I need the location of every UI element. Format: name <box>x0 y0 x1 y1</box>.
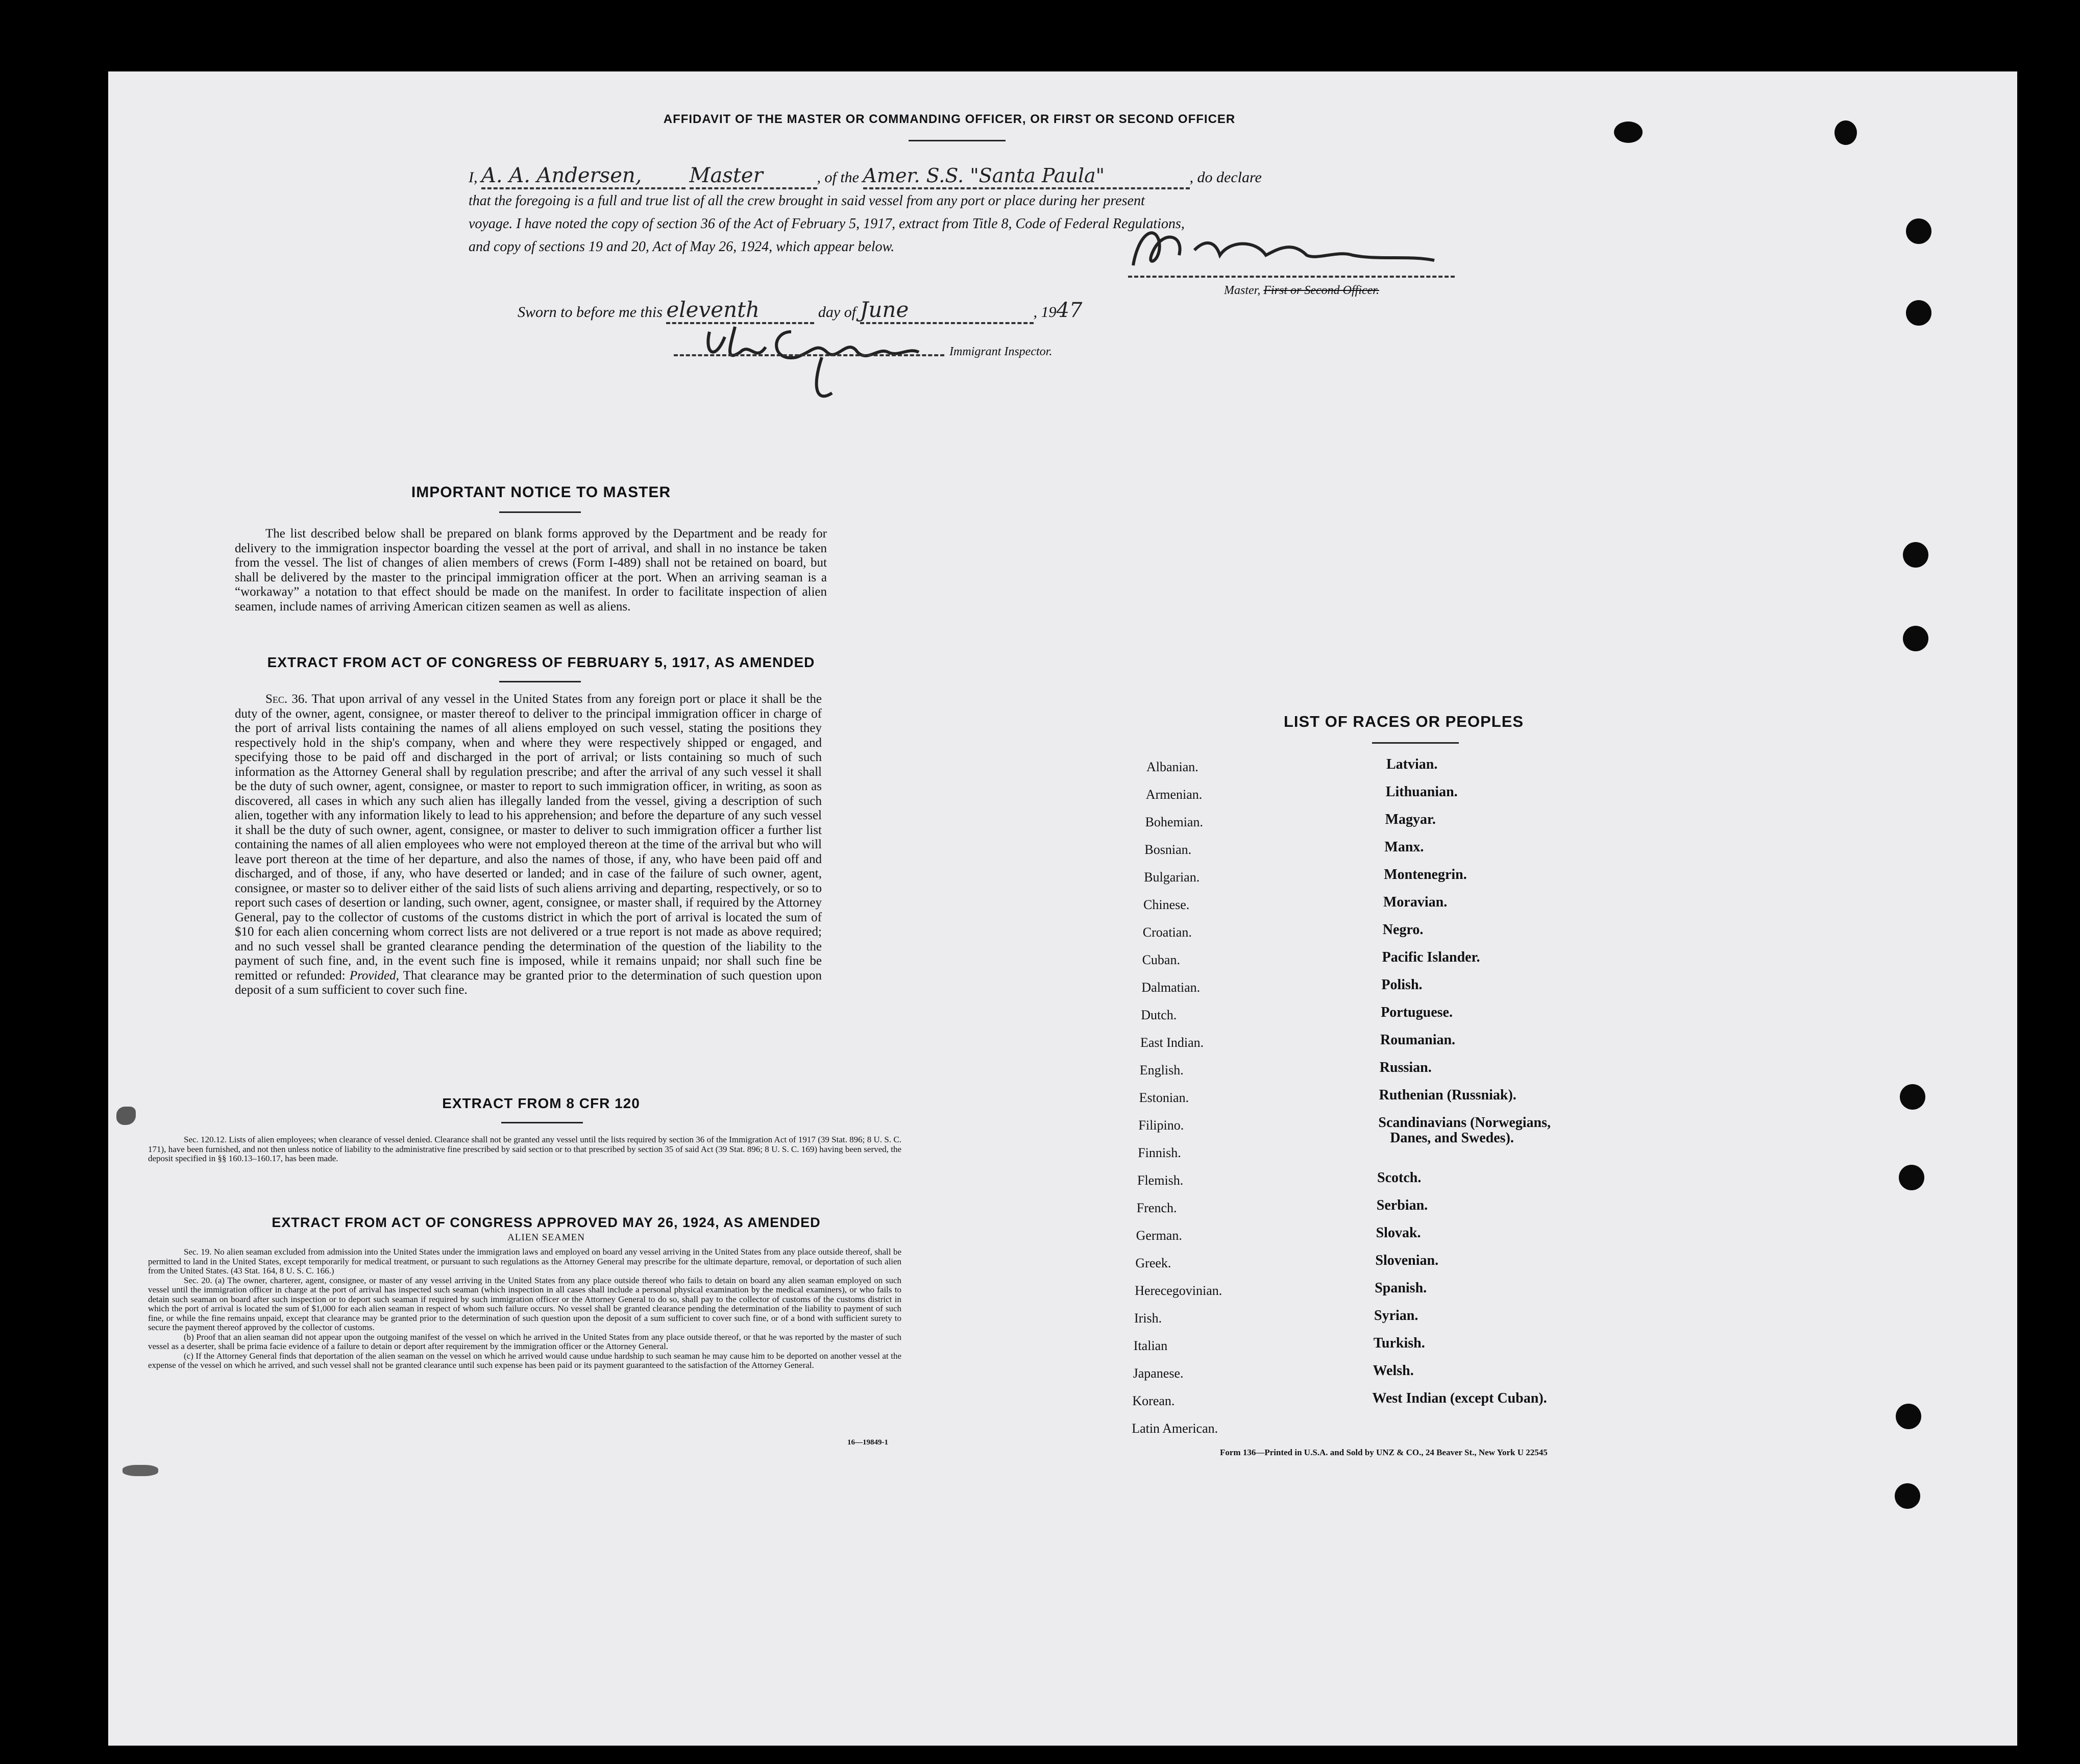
divider <box>1372 742 1459 744</box>
master-rank-field: Master <box>690 164 817 189</box>
divider <box>499 511 581 513</box>
cfr-section-120-12: Sec. 120.12. Lists of alien employees; when clearance of vessel denied. Clearance shall not be granted any vessel until the lists required by section 36 of the Immigration Act of 1917 (39 Stat. 896; 8 U. S. C. 171), have been furnished, and not then unless notice of liability to the administrative fine prescribed by said section or to that prescribed by section 35 of said Act (39 Stat. 896; 8 U. S. C. 169) having been served, the deposit specified in §§ 160.13–160.17, has been made. <box>148 1135 901 1163</box>
race-item: French. <box>1136 1200 1177 1215</box>
ink-speck <box>123 1465 158 1476</box>
sworn-month-field: June <box>860 297 1034 324</box>
race-item: Bohemian. <box>1145 815 1203 829</box>
race-item: Manx. <box>1384 839 1424 855</box>
race-item: Portuguese. <box>1381 1004 1453 1020</box>
master-signature <box>1123 219 1445 281</box>
race-item: Slovenian. <box>1375 1253 1439 1268</box>
punch-hole <box>1895 1483 1920 1509</box>
race-item: Pacific Islander. <box>1382 949 1480 965</box>
punch-hole <box>1896 1404 1921 1429</box>
punch-hole <box>1906 300 1931 326</box>
race-item: Russian. <box>1379 1060 1432 1075</box>
race-item: Scandinavians (Norwegians, <box>1378 1115 1551 1131</box>
divider <box>909 140 1006 141</box>
notice-title: IMPORTANT NOTICE TO MASTER <box>411 484 671 501</box>
race-item: Serbian. <box>1376 1197 1428 1213</box>
race-item: Danes, and Swedes). <box>1390 1130 1514 1146</box>
inspector-signature <box>694 316 980 408</box>
act-1924-title: EXTRACT FROM ACT OF CONGRESS APPROVED MAY 26, 1924, AS AMENDED <box>272 1215 821 1230</box>
sworn-day-field: eleventh <box>666 297 814 324</box>
race-item: Filipino. <box>1138 1118 1184 1133</box>
affidavit-line-4: and copy of sections 19 and 20, Act of May 26, 1924, which appear below. <box>469 239 895 255</box>
race-item: Turkish. <box>1373 1335 1425 1351</box>
race-item: Albanian. <box>1146 760 1198 774</box>
act-1924-sec-20c: (c) If the Attorney General finds that deportation of the alien seaman on the vessel on which he arrived would cause undue hardship to such seaman he may cause him to be deported on another vessel at the expense of the vessel on which he arrived, and such vessel shall not be granted clearance until such expense has been paid or its payment guaranteed to the satisfaction of the Attorney General. <box>148 1351 901 1370</box>
race-item: Latin American. <box>1132 1421 1218 1436</box>
sworn-year-field: 47 <box>1056 299 1083 322</box>
punch-hole <box>1899 1165 1924 1190</box>
act-1924-sec-20b: (b) Proof that an alien seaman did not appear upon the outgoing manifest of the vessel on which he arrived in the United States from any place outside thereof, or that he was reported by the master of such vessel as a deserter, shall be prima facie evidence of a failure to detain or deport after requirement by the immigration officer or the Attorney General. <box>148 1332 901 1351</box>
race-item: Japanese. <box>1133 1366 1184 1381</box>
race-item: Montenegrin. <box>1384 867 1467 883</box>
race-item: East Indian. <box>1140 1035 1204 1050</box>
race-item: Ruthenian (Russniak). <box>1379 1087 1516 1103</box>
master-signature-line <box>1128 276 1455 278</box>
race-item: Bosnian. <box>1144 842 1192 857</box>
punch-hole <box>1906 218 1931 244</box>
punch-hole <box>1903 626 1928 651</box>
race-item: Bulgarian. <box>1144 870 1200 885</box>
punch-hole <box>1903 542 1928 568</box>
act-1924-sec-19: Sec. 19. No alien seaman excluded from admission into the United States under the immigration laws and employed on board any vessel arriving in the United States from any place outside thereof, shall be permitted to land in the United States, except temporarily for medical treatment, or pursuant to such regulations as the Attorney General may prescribe for the ultimate departure, removal, or deportation of such alien from the United States. (43 Stat. 164, 8 U. S. C. 166.) <box>148 1247 901 1276</box>
race-item: Polish. <box>1381 977 1423 993</box>
race-item: Latvian. <box>1386 756 1438 772</box>
cfr-title: EXTRACT FROM 8 CFR 120 <box>442 1095 640 1111</box>
race-item: West Indian (except Cuban). <box>1372 1390 1547 1406</box>
race-item: Cuban. <box>1142 952 1180 967</box>
race-item: Herecegovinian. <box>1135 1283 1222 1298</box>
race-item: English. <box>1139 1063 1184 1077</box>
race-item: Flemish. <box>1137 1173 1184 1188</box>
ink-speck <box>116 1107 136 1125</box>
inspector-caption: Immigrant Inspector. <box>949 345 1053 358</box>
master-name-field: A. A. Andersen, <box>481 164 686 189</box>
act-1924-subtitle: ALIEN SEAMEN <box>507 1232 585 1243</box>
race-item: Croatian. <box>1142 925 1192 940</box>
race-item: Greek. <box>1135 1256 1171 1270</box>
race-item: Slovak. <box>1376 1225 1421 1241</box>
race-item: Italian <box>1133 1338 1168 1353</box>
sworn-line: Sworn to before me this eleventh day of June , 1947 <box>518 297 1082 324</box>
affidavit-line-1: I, A. A. Andersen, Master , of the Amer. S.S. "Santa Paula" , do declare <box>469 164 1495 189</box>
act-1924-sec-20a: Sec. 20. (a) The owner, charterer, agent, consignee, or master of any vessel arriving in the United States from any place outside thereof who fails to detain on board any alien seaman employed on such vessel until the immigration officer in charge at the port of arrival has inspected such seaman (which inspection in all cases shall include a personal physical examination by the medical examiners), or who fails to detain such seaman on board after such inspection or to deport such seaman if required by such immigration officer or the Attorney General to do so, shall pay to the collector of customs of the customs district in which the port of arrival is located the sum of $1,000 for each alien seaman in respect of whom such failure occurs. No vessel shall be granted clearance pending the determination of the liability to payment of such fine, or while the fine remains unpaid, except that clearance may be granted prior to the determination of such question upon the deposit of a sum sufficient to cover such fine, or of a bond with sufficient surety to secure the payment thereof approved by the collector of customs. <box>148 1275 901 1332</box>
race-item: Scotch. <box>1377 1170 1422 1186</box>
race-item: Magyar. <box>1385 812 1436 827</box>
act-1917-section-36: Sec. 36. That upon arrival of any vessel in the United States from any foreign port or place it shall be the duty of the owner, agent, consignee, or master thereof to deliver to the principal immigration officer in charge of the port of arrival lists containing the names of all aliens employed on such vessel, stating the positions they respectively hold in the ship's company, when and where they were respectively shipped or engaged, and specifying those to be paid off and discharged in the port of arrival; or lists containing so much of such information as the Attorney General shall by regulation prescribe; and after the arrival of any such vessel it shall be the duty of such owner, agent, consignee, or master to report to such immigration officer, in writing, as soon as discovered, all cases in which any such alien has illegally landed from the vessel, giving a description of such alien, together with any information likely to lead to his apprehension; and before the departure of any such vessel it shall be the duty of such owner, agent, consignee, or master to deliver to such immigration officer a further list containing the names of all alien employees who were not employed thereon at the time of the arrival but who will leave port thereon at the time of her departure, and also the names of those, if any, who have been paid off and discharged, and of those, if any, who have deserted or landed; and in case of the failure of such owner, agent, consignee, or master so to deliver either of the said lists of such aliens arriving and departing, respectively, or so to report such cases of desertion or landing, such owner, agent, consignee, or master shall, if required by the Attorney General, pay to the collector of customs of the customs district in which the port of arrival is located the sum of $10 for each alien concerning whom correct lists are not delivered or a true report is not made as above required; and no such vessel shall be granted clearance pending the determination of the question of the liability to the payment of such fine, and, in the event such fine is imposed, while it remains unpaid; nor shall such fine be remitted or refunded: Provided, That clearance may be granted prior to the determination of such question upon deposit of a sum sufficient to cover such fine. <box>235 692 822 997</box>
affidavit-title: AFFIDAVIT OF THE MASTER OR COMMANDING OFFICER, OR FIRST OR SECOND OFFICER <box>663 112 1236 126</box>
affidavit-line-3: voyage. I have noted the copy of section 36 of the Act of February 5, 1917, extract from Title 8, Code of Federal Regulations, <box>469 216 1185 232</box>
race-item: Dalmatian. <box>1141 980 1201 995</box>
form-code: 16—19849-1 <box>847 1438 888 1447</box>
race-item: Korean. <box>1132 1393 1175 1408</box>
race-item: Finnish. <box>1138 1145 1181 1160</box>
race-item: Moravian. <box>1383 894 1448 910</box>
race-item: German. <box>1136 1228 1182 1243</box>
race-item: Irish. <box>1134 1311 1162 1326</box>
inspector-signature-line <box>674 354 944 356</box>
race-item: Welsh. <box>1373 1363 1414 1379</box>
race-item: Negro. <box>1382 922 1424 938</box>
race-item: Chinese. <box>1143 897 1190 912</box>
punch-hole <box>1614 121 1643 143</box>
race-item: Lithuanian. <box>1385 784 1458 800</box>
punch-hole <box>1834 120 1857 145</box>
race-item: Armenian. <box>1145 787 1203 802</box>
punch-hole <box>1900 1084 1925 1110</box>
act-1917-title: EXTRACT FROM ACT OF CONGRESS OF FEBRUARY 5, 1917, AS AMENDED <box>267 654 815 670</box>
race-item: Estonian. <box>1139 1090 1189 1105</box>
struck-officer-caption: First or Second Officer. <box>1263 284 1379 297</box>
divider <box>501 1122 583 1123</box>
notice-body: The list described below shall be prepared on blank forms approved by the Department and be ready for delivery to the immigration inspector boarding the vessel at the port of arrival, and shall in no instance be taken from the vessel. The list of changes of alien members of crews (Form I-489) shall not be retained on board, but shall be delivered by the master to the principal immigration officer at the port. When an arriving seaman is a “workaway” a notation to that effect should be made on the manifest. In order to facilitate inspection of alien seamen, include names of arriving American citizen seamen as well as aliens. <box>235 527 827 614</box>
race-item: Dutch. <box>1141 1008 1177 1022</box>
races-title: LIST OF RACES OR PEOPLES <box>1283 713 1524 730</box>
divider <box>499 681 581 682</box>
race-item: Roumanian. <box>1380 1032 1456 1048</box>
master-caption: Master, First or Second Officer. <box>1224 284 1379 297</box>
vessel-name-field: Amer. S.S. "Santa Paula" <box>863 164 1190 189</box>
printer-imprint: Form 136—Printed in U.S.A. and Sold by UNZ & CO., 24 Beaver St., New York U 22545 <box>1220 1448 1548 1457</box>
affidavit-line-2: that the foregoing is a full and true list of all the crew brought in said vessel from any port or place during her present <box>469 193 1145 209</box>
race-item: Spanish. <box>1375 1280 1427 1296</box>
race-item: Syrian. <box>1374 1308 1418 1324</box>
act-1924-sections <box>148 1247 901 1370</box>
